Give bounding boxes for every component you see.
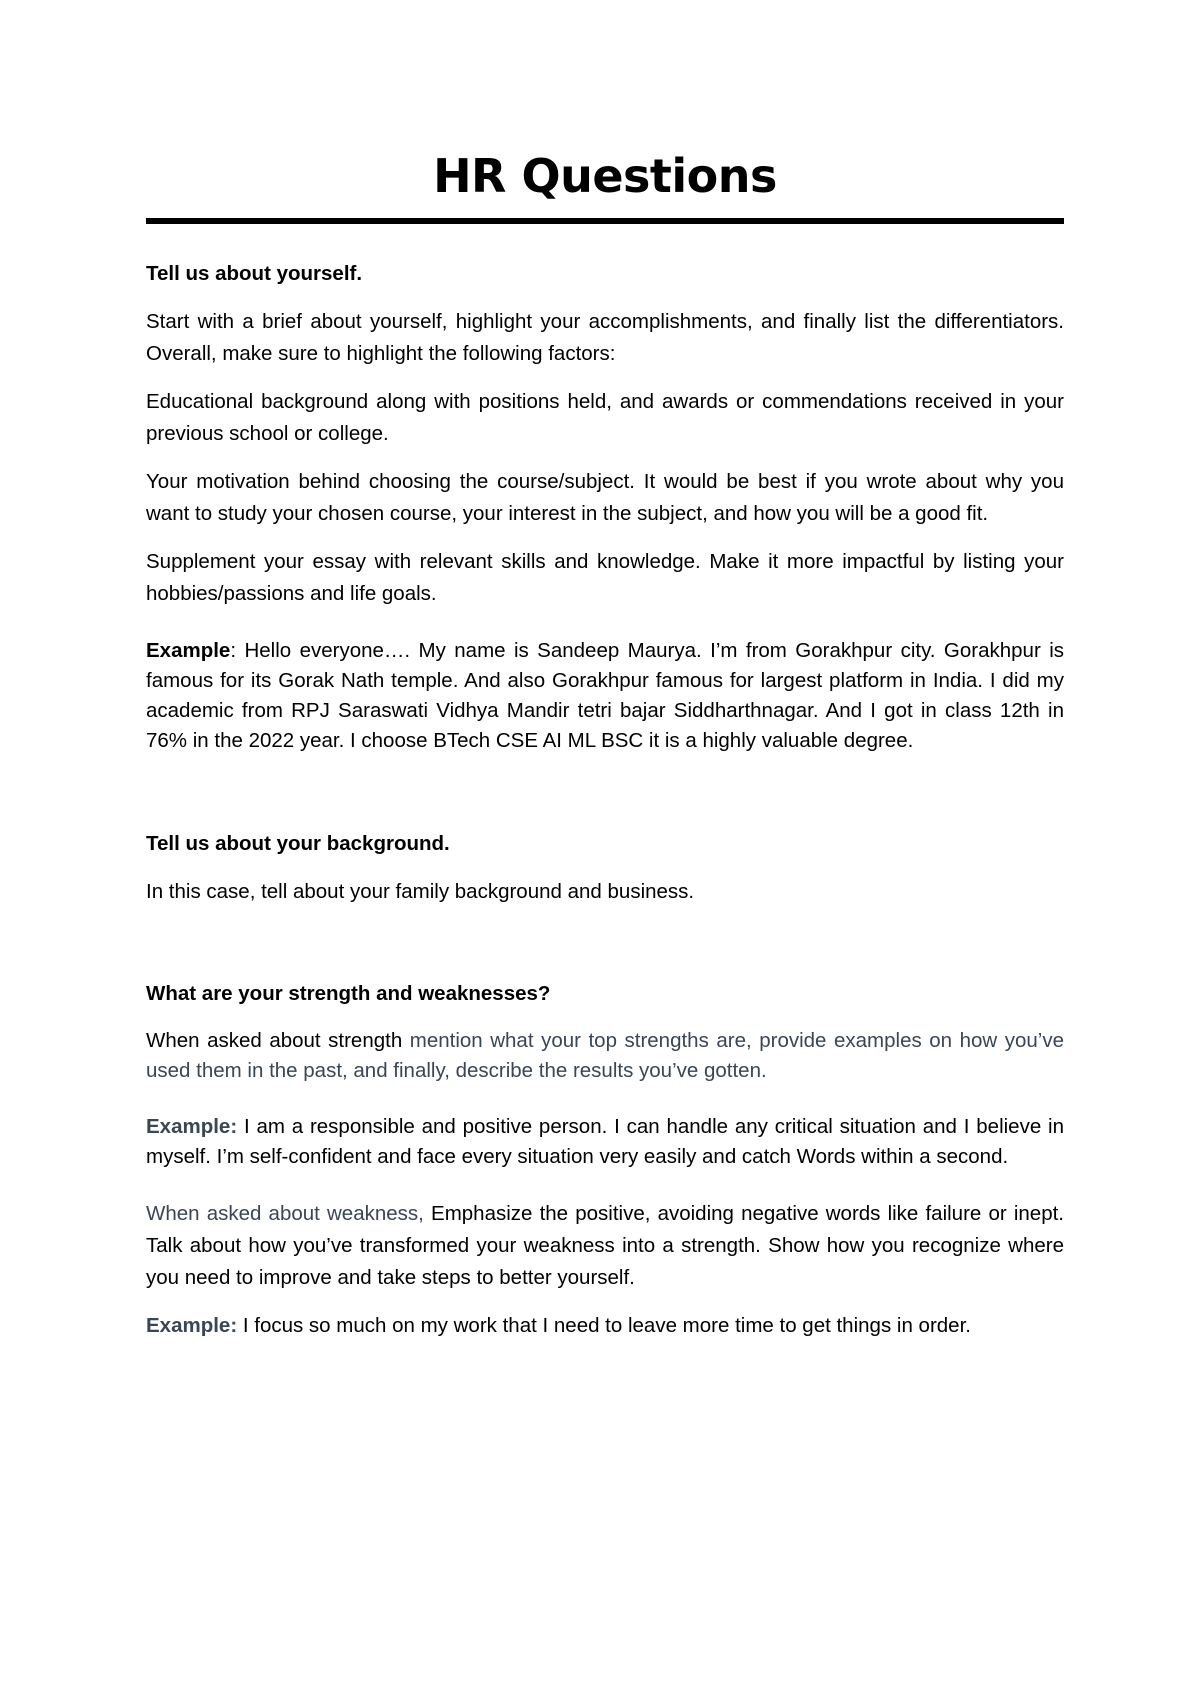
document-body [146, 258, 1064, 1358]
strength-lead: When asked about strength [146, 1029, 410, 1052]
example-label: Example: [146, 1115, 238, 1138]
example-paragraph [146, 1112, 1064, 1172]
paragraph: Start with a brief about yourself, highlight your accomplishments, and finally list the differentiators. Overall, make sure to highlight the following factors: [146, 310, 1064, 365]
page-title: HR Questions [433, 149, 777, 203]
example-label: Example: [146, 1314, 238, 1337]
example-label: Example [146, 639, 231, 662]
paragraph-strength [146, 1026, 1064, 1086]
example-text: : Hello everyone…. My name is Sandeep Maurya. I’m from Gorakhpur city. Gorakhpur is famous for its Gorak Nath temple. And also Gorakhpur famous for largest platform in India. I did my academic from RPJ Saraswati Vidhya Mandir tetri bajar Siddharthnagar. And I got in class 12th in 76% in the 2022 year. I choose BTech CSE AI ML BSC it is a highly valuable degree. [146, 639, 1064, 752]
example-paragraph [146, 636, 1064, 756]
paragraph-weakness [146, 1198, 1064, 1294]
weakness-rest: Emphasize the positive, avoiding negative words like failure or inept. Talk about how you’ve transformed your weakness into a strength. Show how you recognize where you need to improve and take steps to better yourself. [146, 1202, 1064, 1289]
paragraph: In this case, tell about your family background and business. [146, 880, 695, 903]
section-heading-background: Tell us about your background. [146, 832, 450, 855]
example-paragraph [146, 1310, 1064, 1342]
paragraph: Supplement your essay with relevant skills and knowledge. Make it more impactful by listing your hobbies/passions and life goals. [146, 550, 1064, 605]
paragraph: Your motivation behind choosing the course/subject. It would be best if you wrote about why you want to study your chosen course, your interest in the subject, and how you will be a good fit. [146, 470, 1064, 525]
title-divider [146, 218, 1064, 224]
example-text: I focus so much on my work that I need to leave more time to get things in order. [237, 1314, 971, 1337]
strength-rest: mention what your top strengths are, provide examples on how you’ve used them in the past, and finally, describe the results you’ve gotten. [146, 1029, 1064, 1082]
section-heading-yourself: Tell us about yourself. [146, 262, 363, 285]
paragraph: Educational background along with positions held, and awards or commendations received in your previous school or college. [146, 390, 1064, 445]
weakness-lead: When asked about weakness, [146, 1202, 432, 1225]
section-heading-strengths: What are your strength and weaknesses? [146, 982, 551, 1005]
example-text: I am a responsible and positive person. I can handle any critical situation and I believe in myself. I’m self-confident and face every situation very easily and catch Words within a second. [146, 1115, 1064, 1168]
